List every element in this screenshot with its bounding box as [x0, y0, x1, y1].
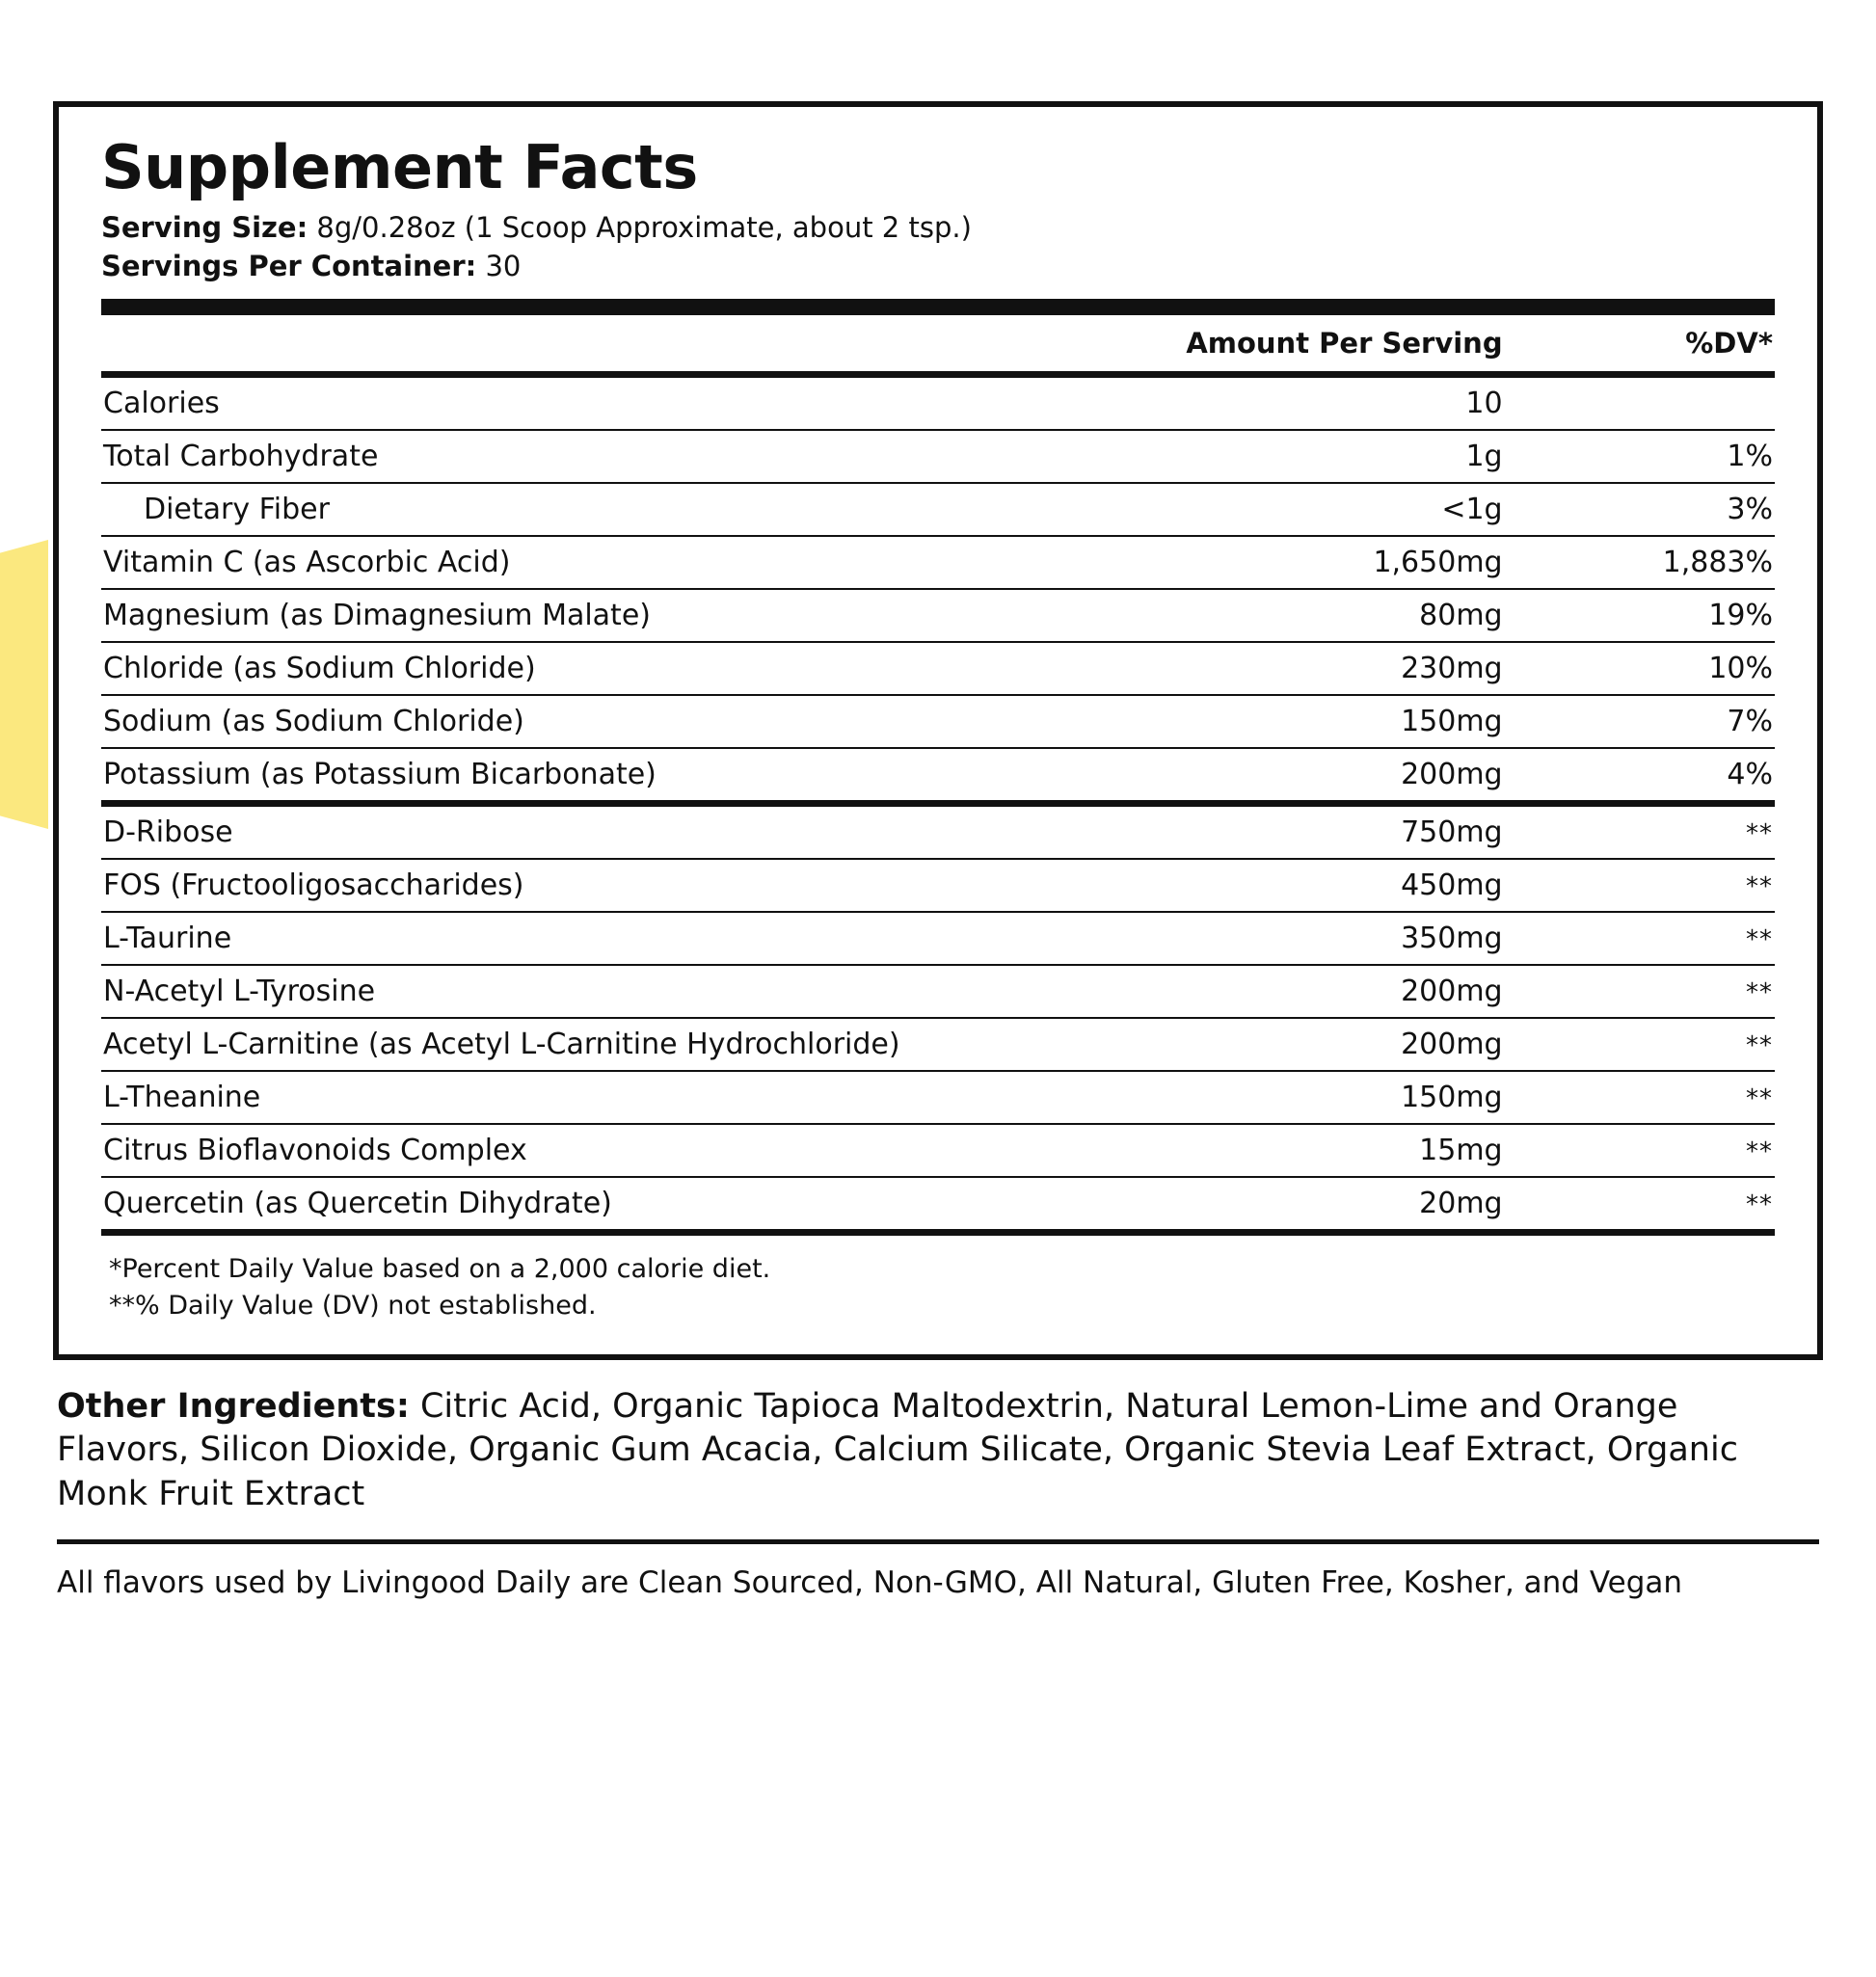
- ingredient-dv: **: [1524, 1071, 1775, 1124]
- ingredient-amount: 200mg: [1139, 1018, 1523, 1071]
- servings-per-container-value: 30: [485, 250, 522, 283]
- serving-size-value: 8g/0.28oz (1 Scoop Approximate, about 2 tsp.): [316, 211, 972, 245]
- table-row: [101, 536, 1775, 589]
- nutrient-dv: 7%: [1524, 695, 1775, 748]
- other-actives-table: [101, 807, 1775, 1229]
- nutrient-name: Dietary Fiber: [101, 483, 1139, 536]
- nutrient-amount: 200mg: [1139, 748, 1523, 800]
- servings-per-container-label: Servings Per Container:: [101, 250, 477, 283]
- nutrient-name: Magnesium (as Dimagnesium Malate): [101, 589, 1139, 642]
- table-row: [101, 807, 1775, 859]
- ingredient-name: N-Acetyl L-Tyrosine: [101, 965, 1139, 1018]
- ingredient-amount: 350mg: [1139, 912, 1523, 965]
- nutrient-name: Potassium (as Potassium Bicarbonate): [101, 748, 1139, 800]
- ingredient-name: D-Ribose: [103, 815, 233, 850]
- nutrient-dv: [1524, 378, 1775, 430]
- supplement-facts-panel: [53, 101, 1823, 1360]
- table-row: [101, 748, 1775, 800]
- ingredient-dv: **: [1524, 859, 1775, 912]
- footnote-dv-not-established: **% Daily Value (DV) not established.: [109, 1291, 597, 1322]
- table-row: [101, 378, 1775, 430]
- footnote-percent-daily-value: *Percent Daily Value based on a 2,000 calorie diet.: [109, 1254, 771, 1285]
- rule-below-serving-info: [101, 299, 1775, 315]
- nutrient-dv: 1,883%: [1524, 536, 1775, 589]
- ingredient-name: Quercetin (as Quercetin Dihydrate): [101, 1177, 1139, 1229]
- ingredient-amount: 450mg: [1139, 859, 1523, 912]
- table-row: [101, 642, 1775, 695]
- header-amount-per-serving: Amount Per Serving: [1186, 327, 1503, 361]
- nutrient-amount: 230mg: [1139, 642, 1523, 695]
- table-row: [101, 1018, 1775, 1071]
- serving-size-label: Serving Size:: [101, 211, 308, 245]
- nutrient-dv: 4%: [1524, 748, 1775, 800]
- ingredient-dv: **: [1524, 1177, 1775, 1229]
- ingredient-name: L-Theanine: [101, 1071, 1139, 1124]
- table-row: [101, 430, 1775, 483]
- servings-per-container-line: [101, 247, 1775, 285]
- table-row: [101, 1071, 1775, 1124]
- table-row: [101, 965, 1775, 1018]
- nutrient-dv: 19%: [1524, 589, 1775, 642]
- table-row: [101, 483, 1775, 536]
- ingredient-dv: **: [1524, 1018, 1775, 1071]
- ingredient-dv: **: [1746, 819, 1773, 849]
- table-row: [101, 589, 1775, 642]
- nutrient-amount: <1g: [1139, 483, 1523, 536]
- ingredient-name: L-Taurine: [101, 912, 1139, 965]
- supplement-facts-page: [0, 101, 1876, 1604]
- other-ingredients: [53, 1385, 1823, 1517]
- rule-below-column-headers: [101, 371, 1775, 378]
- table-row: [101, 912, 1775, 965]
- nutrient-amount: 80mg: [1139, 589, 1523, 642]
- nutrient-dv: 1%: [1524, 430, 1775, 483]
- ingredient-amount: 15mg: [1139, 1124, 1523, 1177]
- header-blank: [101, 315, 1139, 371]
- nutrient-name: Total Carbohydrate: [101, 430, 1139, 483]
- ingredient-name: FOS (Fructooligosaccharides): [101, 859, 1139, 912]
- ingredient-name: Acetyl L-Carnitine (as Acetyl L-Carnitine Hydrochloride): [101, 1018, 1139, 1071]
- table-header-row: [101, 315, 1775, 371]
- nutrient-amount: 1g: [1139, 430, 1523, 483]
- ingredient-amount: 150mg: [1139, 1071, 1523, 1124]
- ingredient-amount: 20mg: [1139, 1177, 1523, 1229]
- nutrient-dv: 10%: [1524, 642, 1775, 695]
- table-row: [101, 695, 1775, 748]
- ingredient-dv: **: [1524, 912, 1775, 965]
- table-row: [101, 1124, 1775, 1177]
- nutrient-amount: 150mg: [1139, 695, 1523, 748]
- ingredient-amount: 750mg: [1401, 815, 1503, 850]
- other-ingredients-text: Citric Acid, Organic Tapioca Maltodextrin, Natural Lemon-Lime and Orange Flavors, Silicon Dioxide, Organic Gum Acacia, Calcium Silicate, Organic Stevia Leaf Extract, Organic Monk Fruit Extract: [57, 1386, 1738, 1513]
- ingredient-dv: **: [1524, 965, 1775, 1018]
- table-row: [101, 1177, 1775, 1229]
- rule-between-sections: [101, 800, 1775, 807]
- ingredient-amount: 200mg: [1139, 965, 1523, 1018]
- nutrients-table: [101, 378, 1775, 800]
- nutrient-amount: 1,650mg: [1139, 536, 1523, 589]
- nutrient-name: Vitamin C (as Ascorbic Acid): [101, 536, 1139, 589]
- nutrient-dv: 3%: [1524, 483, 1775, 536]
- nutrient-amount: 10: [1465, 387, 1503, 421]
- nutrient-name: Chloride (as Sodium Chloride): [101, 642, 1139, 695]
- panel-title: Supplement Facts: [101, 132, 698, 202]
- ingredient-dv: **: [1524, 1124, 1775, 1177]
- serving-size-line: [101, 208, 1775, 247]
- nutrient-name: Calories: [103, 387, 220, 421]
- other-ingredients-label: Other Ingredients:: [57, 1386, 410, 1426]
- bottom-divider: [57, 1539, 1819, 1544]
- footnotes: [101, 1236, 1775, 1325]
- nutrition-header-table: [101, 315, 1775, 371]
- table-row: [101, 859, 1775, 912]
- nutrient-name: Sodium (as Sodium Chloride): [101, 695, 1139, 748]
- header-percent-dv: %DV*: [1685, 327, 1773, 361]
- flavor-note: All flavors used by Livingood Daily are Clean Sourced, Non-GMO, All Natural, Gluten Free, Kosher, and Vegan: [57, 1565, 1683, 1601]
- rule-above-footnotes: [101, 1229, 1775, 1236]
- ingredient-name: Citrus Bioflavonoids Complex: [101, 1124, 1139, 1177]
